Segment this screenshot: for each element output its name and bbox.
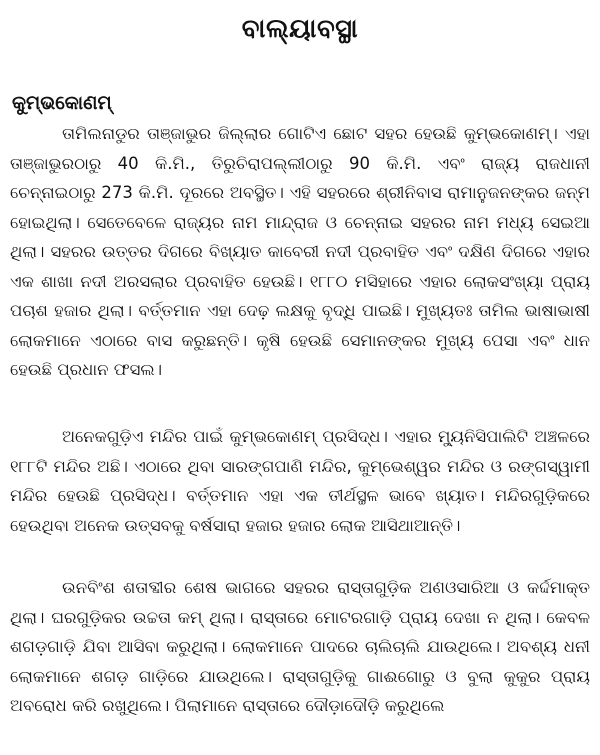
paragraph-1: ତାମିଲନାଡୁର ତାଞ୍ଜାଭୁର ଜିଲ୍ଲାର ଗୋଟିଏ ଛୋଟ ସହର ହେଉଛି କୁମ୍ଭକୋଣମ୍। ଏହା ତାଞ୍ଜାଭୁରଠାରୁ 40 କି.ମି., ତିରୁଚିରାପଲ୍ଲୀଠାରୁ 90 କି.ମି. ଏବଂ ରାଜ୍ୟ ରାଜଧାନୀ ଚେନ୍ନାଇଠାରୁ 273 କି.ମି. ଦୂରରେ ଅବସ୍ଥିତ। ଏହି ସହରରେ ଶ୍ରୀନିବାସ ରାମାନୁଜନଙ୍କର ଜନ୍ମ ହୋଇଥିଲା। ସେତେବେଳେ ରାଜ୍ୟର ନାମ ମାନ୍ଦ୍ରାଜ ଓ ଚେନ୍ନାଇ ସହରର ନାମ ମଧ୍ୟ ସେଇଆ ଥିଲା। ସହରର ଉତ୍ତର ଦିଗରେ ବିଖ୍ୟାତ କାବେରୀ ନଦୀ ପ୍ରବାହିତ ଏବଂ ଦକ୍ଷିଣ ଦିଗରେ ଏହାର ଏକ ଶାଖା ନଦୀ ଅରସଲାର ପ୍ରବାହିତ ହେଉଛି। ୧୮୮୦ ମସିହାରେ ଏହାର ଲୋକସଂଖ୍ୟା ପ୍ରାୟ ପଚାଶ ହଜାର ଥିଲା। ବର୍ତ୍ତମାନ ଏହା ଦେଢ଼ ଲକ୍ଷକୁ ବୃଦ୍ଧି ପାଇଛି। ମୁଖ୍ୟତଃ ତାମିଲ ଭାଷାଭାଷୀ ଲୋକମାନେ ଏଠାରେ ବାସ କରୁଛନ୍ତି। କୃଷି ହେଉଛି ସେମାନଙ୍କର ମୁଖ୍ୟ ପେସା ଏବଂ ଧାନ ହେଉଛି ପ୍ରଧାନ ଫସଲ। [10, 124, 590, 379]
section-heading: କୁମ୍ଭକୋଣମ୍ [12, 92, 112, 114]
paragraph-2: ଅନେକଗୁଡ଼ିଏ ମନ୍ଦିର ପାଇଁ କୁମ୍ଭକୋଣମ୍ ପ୍ରସିଦ୍ଧ। ଏହାର ମ୍ୟୁନିସିପାଲିଟି ଅଞ୍ଚଳରେ ୧୮୮ଟି ମନ୍ଦିର ଅଛି। ଏଠାରେ ଥିବା ସାରଙ୍ଗପାଣି ମନ୍ଦିର, କୁମ୍ଭେଶ୍ୱର ମନ୍ଦିର ଓ ରଙ୍ଗସ୍ୱାମୀ ମନ୍ଦିର ହେଉଛି ପ୍ରସିଦ୍ଧ। ବର୍ତ୍ତମାନ ଏହା ଏକ ତୀର୍ଥସ୍ଥଳ ଭାବେ ଖ୍ୟାତ। ମନ୍ଦିରଗୁଡ଼ିକରେ ହେଉଥିବା ଅନେକ ଉତ୍ସବକୁ ବର୍ଷସାରା ହଜାର ହଜାର ଲୋକ ଆସିଥାଆନ୍ତି। [10, 427, 590, 535]
page-title: ବାଲ୍ୟାବସ୍ଥା [241, 14, 359, 44]
paragraph-3: ଉନବିଂଶ ଶତାବ୍ଦୀର ଶେଷ ଭାଗରେ ସହରର ରାସ୍ତାଗୁଡ଼ିକ ଅଣଓସାରିଆ ଓ କର୍ଦ୍ଦମାକ୍ତ ଥିଲା। ଘରଗୁଡ଼ିକର ଉଚ୍ଚତା କମ୍ ଥିଲା। ରାସ୍ତାରେ ମୋଟରଗାଡ଼ି ପ୍ରାୟ ଦେଖା ନ ଥିଲା। କେବଳ ଶଗଡ଼ଗାଡ଼ି ଯିବା ଆସିବା କରୁଥିଲା। ଲୋକମାନେ ପାଦରେ ଚାଲିଚାଲି ଯାଉଥିଲେ। ଅବଶ୍ୟ ଧନୀ ଲୋକମାନେ ଶଗଡ଼ ଗାଡ଼ିରେ ଯାଉଥିଲେ। ରାସ୍ତାଗୁଡ଼ିକୁ ଗାଈଗୋରୁ ଓ ବୁଲା କୁକୁର ପ୍ରାୟ ଅବରୋଧ କରି ରଖୁଥିଲେ। ପିଲାମାନେ ରାସ୍ତାରେ ଦୌଡ଼ାଦୌଡ଼ି କରୁଥିଲେ [10, 578, 590, 715]
